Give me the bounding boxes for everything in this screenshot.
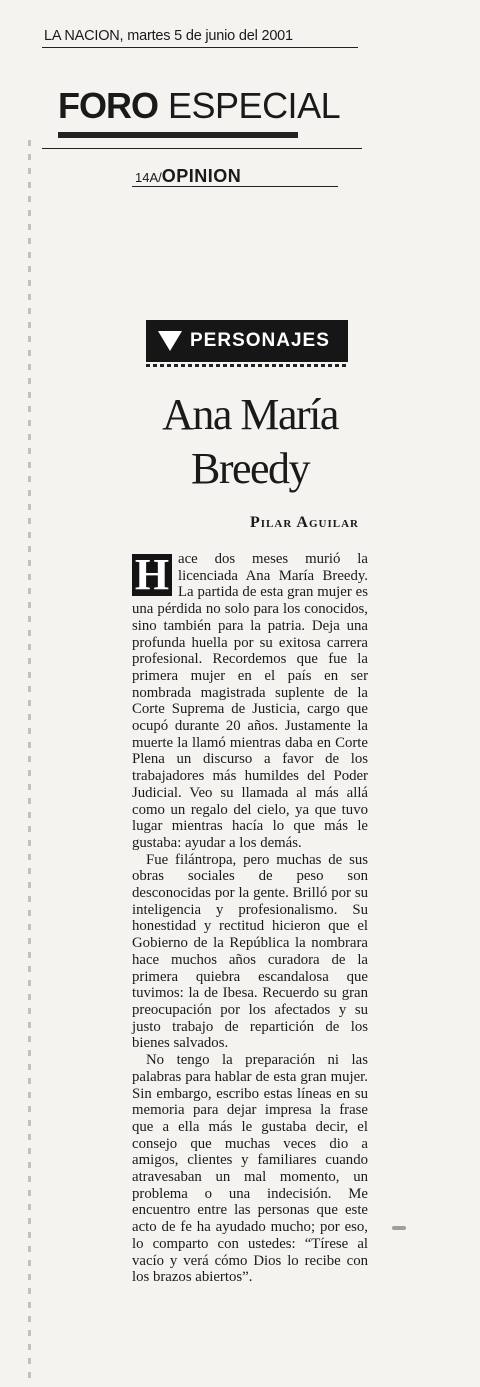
logo-rule [42, 148, 362, 149]
paragraph: No tengo la preparación ni las palabras para hablar de esta gran mujer. Sin embargo, escribo estas líneas en su memoria para dejar impresa la frase que a ella más le gustaba decir, el consejo que muchas veces dio a amigos, clientes y familiares cuando atravesaban un mal momento, un problema o una indecisión. Me encuentro entre las personas que este acto de fe ha ayudado mucho; por eso, lo comparto con ustedes: “Tírese al vacío y verá cómo Dios lo recibe con los brazos abiertos”. [132, 1052, 368, 1286]
section-logo [58, 86, 340, 126]
dateline-rule [42, 47, 358, 48]
kicker-label: PERSONAJES [190, 330, 330, 351]
paragraph-text: ace dos meses murió la licenciada Ana María Breedy. La partida de esta gran mujer es una pérdida no solo para los conocidos, sino también para la patria. Deja una profunda huella por su exitosa carrera profesional. Recordemos que fue la primera mujer en el país en ser nombrada magistrada suplente de la Corte Suprema de Justicia, cargo que ocupó durante 20 años. Justamente la muerte la llamó mientras daba en Corte Plena un discurso a favor de los trabajadores más humildes del Poder Judicial. Veo su llamada al más allá como un regalo del cielo, ya que tuvo lugar mientras hacía lo que más le gustaba: ayudar a los demás. [132, 551, 368, 851]
paragraph [132, 551, 368, 852]
byline: Pilar Aguilar [250, 514, 359, 531]
section-name: OPINION [161, 166, 242, 186]
logo-bold: FORO [58, 85, 158, 126]
scan-mark [392, 1226, 406, 1230]
triangle-down-icon [158, 331, 182, 351]
logo-light: ESPECIAL [168, 85, 341, 126]
article-title [140, 388, 360, 496]
article-body [132, 551, 368, 1286]
title-line-1: Ana María [162, 390, 338, 439]
scan-edge [28, 140, 31, 1380]
title-line-2: Breedy [190, 444, 310, 493]
section-label [135, 166, 241, 187]
logo-underbar [58, 132, 298, 138]
page-number: 14A/ [135, 170, 162, 185]
dateline: LA NACION, martes 5 de junio del 2001 [44, 28, 293, 44]
paragraph: Fue filántropa, pero muchas de sus obras sociales de peso son desconocidas por la gente. Brilló por su inteligencia y profesionalismo. Su honestidad y rectitud hicieron que el Gobierno de la República la nombrara hace muchos años curadora de la primera quiebra escandalosa que tuvimos: la de Ibesa. Recuerdo su gran preocupación por los afectados y su justo trabajo de repartición de los bienes salvados. [132, 851, 368, 1052]
drop-cap: H [132, 554, 172, 596]
kicker-banner [146, 320, 348, 362]
section-rule [132, 186, 338, 187]
kicker-dashed-rule [146, 364, 348, 367]
